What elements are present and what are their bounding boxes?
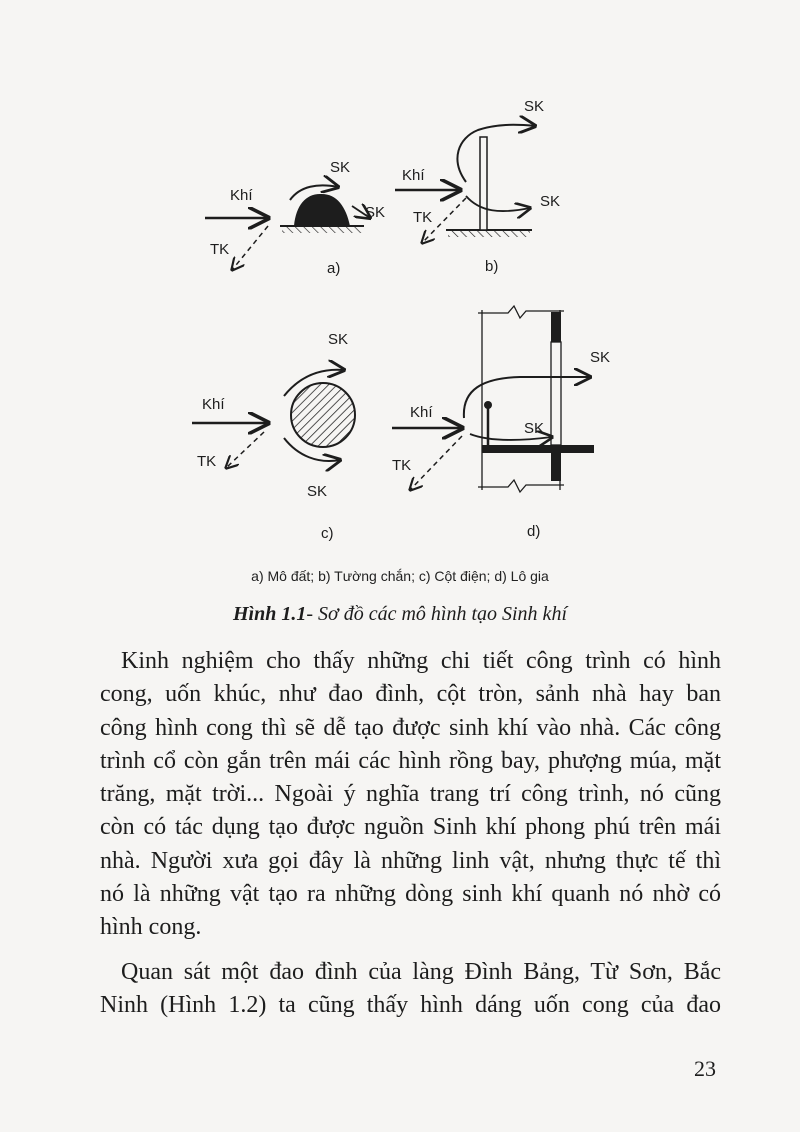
panel-d-loggia — [392, 306, 610, 540]
panel-c-column — [192, 331, 355, 542]
wall — [480, 137, 487, 230]
panel-c-label: c) — [321, 525, 334, 542]
window-opening — [551, 342, 561, 445]
sk-label: SK — [524, 98, 545, 115]
figure-legend: a) Mô đất; b) Tường chắn; c) Cột điện; d) Lô gia — [251, 568, 549, 584]
khi-label: Khí — [202, 396, 225, 413]
floor-slab — [482, 445, 594, 453]
text-line: công hình cong thì sẽ dễ tạo được sinh khí vào nhà. Các công — [100, 714, 721, 741]
figure-title: - Sơ đồ các mô hình tạo Sinh khí — [306, 603, 567, 625]
sk-label: SK — [540, 193, 561, 210]
tk-arrow — [226, 432, 264, 468]
khi-label: Khí — [402, 167, 425, 184]
figure-diagram — [150, 80, 670, 570]
tk-arrow — [410, 436, 462, 490]
text-line: hình cong. — [100, 914, 202, 941]
text-line: Kinh nghiệm cho thấy những chi tiết công trình có hình — [121, 648, 721, 674]
sk-label: SK — [524, 420, 545, 437]
panel-b-wall — [395, 98, 560, 275]
khi-label: Khí — [230, 187, 253, 204]
panel-b-label: b) — [485, 258, 499, 275]
paragraph-2 — [100, 956, 721, 1023]
sk-arrow-through — [464, 377, 590, 418]
panel-a-mound — [205, 159, 385, 277]
text-line: còn có tác dụng tạo được nguồn Sinh khí phong phú trên mái — [100, 814, 721, 841]
figure-1-1 — [150, 80, 670, 570]
wall-section-top — [551, 312, 561, 342]
tk-label: TK — [413, 209, 433, 226]
page-number: 23 — [694, 1056, 716, 1081]
text-line: cong, uốn khúc, như đao đình, cột tròn, sảnh nhà hay ban — [100, 681, 721, 708]
khi-label: Khí — [410, 404, 433, 421]
sk-label: SK — [330, 159, 351, 176]
wall-section-bottom — [551, 453, 561, 481]
tk-arrow — [232, 226, 268, 270]
text-line: nó là những vật tạo ra những dòng sinh khí quanh nó nhờ có — [100, 881, 721, 908]
panel-d-label: d) — [527, 523, 541, 540]
paragraph-1 — [100, 645, 721, 945]
text-line: Ninh (Hình 1.2) ta cũng thấy hình dáng uốn cong của đao — [100, 992, 721, 1019]
sk-label: SK — [590, 349, 611, 366]
text-line: trăng, mặt trời... Ngoài ý nghĩa trang trí công trình, nó cũng — [100, 781, 721, 808]
sk-arrow-over — [457, 125, 535, 182]
ground-hatch — [448, 230, 530, 237]
tk-label: TK — [392, 457, 412, 474]
panel-a-label: a) — [327, 260, 341, 277]
ground-hatch — [282, 226, 362, 233]
text-line: Quan sát một đao đình của làng Đình Bảng, Từ Sơn, Bắc — [121, 959, 721, 985]
figure-caption — [0, 603, 800, 626]
figure-number: Hình 1.1 — [233, 603, 307, 625]
tk-label: TK — [210, 241, 230, 258]
tk-label: TK — [197, 453, 217, 470]
railing-top — [484, 401, 492, 409]
text-line: trình cổ còn gắn trên mái các hình rồng bay, phượng múa, mặt — [100, 747, 721, 774]
column-section — [291, 383, 355, 447]
sk-arrow-behind — [466, 196, 530, 211]
sk-label: SK — [328, 331, 349, 348]
sk-label: SK — [307, 483, 328, 500]
text-line: nhà. Người xưa gọi đây là những linh vật, nhưng thực tế thì — [100, 847, 721, 874]
break-line-bottom — [478, 480, 564, 492]
sk-label: SK — [365, 204, 386, 221]
mound-shape — [294, 194, 350, 226]
